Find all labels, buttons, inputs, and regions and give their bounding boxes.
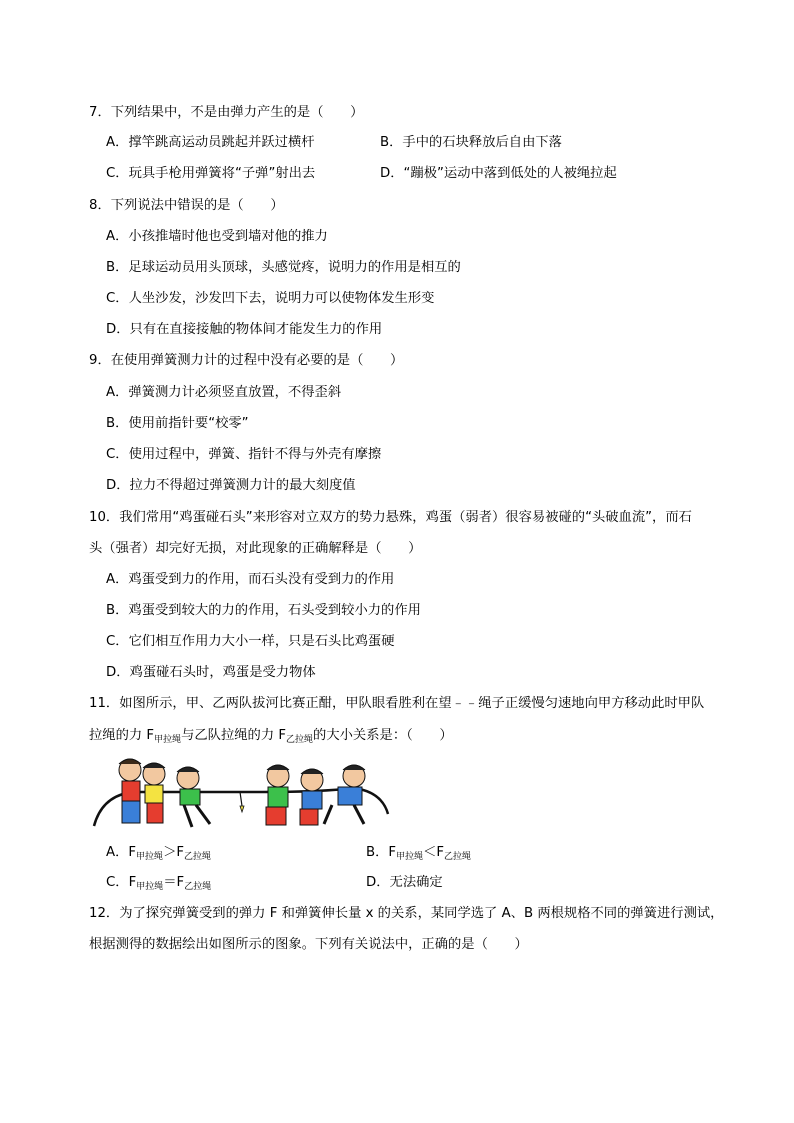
q11-option-c: C．$F_{甲拉绳}=F_{乙拉绳}$: [106, 875, 212, 892]
q9-option-d: D．拉力不得超过弹簧测力计的最大刻度值: [106, 478, 356, 493]
q9-option-a: A．弹簧测力计必须竖直放置，不得歪斜: [106, 385, 342, 400]
q8-stem: 8．下列说法中错误的是（ ）: [89, 198, 284, 213]
q9-stem: 9．在使用弹簧测力计的过程中没有必要的是（ ）: [89, 353, 404, 368]
q7-option-b: B．手中的石块释放后自由下落: [380, 135, 562, 150]
q7-option-c: C．玩具手枪用弹簧将“子弹”射出去: [106, 166, 316, 181]
q10-stem-line2: 头（强者）却完好无损，对此现象的正确解释是（ ）: [89, 541, 422, 556]
q11-option-b: B．$F_{甲拉绳}<F_{乙拉绳}$: [366, 845, 472, 862]
q12-stem-line1: 12．为了探究弹簧受到的弹力 F 和弹簧伸长量 x 的关系，某同学选了 A、B 两根规格不同的弹簧进行测试，: [89, 906, 724, 921]
subscript-yi: 乙拉绳: [286, 735, 314, 745]
q8-option-c: C．人坐沙发，沙发凹下去，说明力可以使物体发生形变: [106, 291, 435, 306]
q7-option-a: A．撑竿跳高运动员跳起并跃过横杆: [106, 135, 315, 150]
team-yi-figures: [266, 765, 365, 825]
q8-option-d: D．只有在直接接触的物体间才能发生力的作用: [106, 322, 383, 337]
q8-option-b: B．足球运动员用头顶球，头感觉疼，说明力的作用是相互的: [106, 260, 461, 275]
q11-option-a: A．$F_{甲拉绳}>F_{乙拉绳}$: [106, 845, 212, 862]
q10-option-a: A．鸡蛋受到力的作用，而石头没有受到力的作用: [106, 572, 395, 587]
q10-option-c: C．它们相互作用力大小一样，只是石头比鸡蛋硬: [106, 634, 395, 649]
tug-of-war-illustration: [92, 752, 392, 832]
q8-option-a: A．小孩推墙时他也受到墙对他的推力: [106, 229, 328, 244]
q10-option-b: B．鸡蛋受到较大的力的作用，石头受到较小力的作用: [106, 603, 421, 618]
q12-stem-line2: 根据测得的数据绘出如图所示的图象。下列有关说法中，正确的是（ ）: [89, 937, 528, 952]
subscript-jia: 甲拉绳: [154, 735, 182, 745]
q10-option-d: D．鸡蛋碰石头时，鸡蛋是受力物体: [106, 665, 316, 680]
q9-option-c: C．使用过程中，弹簧、指针不得与外壳有摩擦: [106, 447, 382, 462]
q9-option-b: B．使用前指针要“校零”: [106, 416, 249, 431]
q11-stem-line1: 11．如图所示，甲、乙两队拔河比赛正酣，甲队眼看胜利在望﹣﹣绳子正缓慢匀速地向甲方移动此时甲队: [89, 696, 705, 711]
q11-option-d: D．无法确定: [366, 875, 443, 890]
q11-stem-line2: 拉绳的力 $F_{甲拉绳}$与乙队拉绳的力 $F_{乙拉绳}$的大小关系是：（ ）: [89, 728, 453, 745]
q7-stem: 7．下列结果中，不是由弹力产生的是（ ）: [89, 105, 364, 120]
q10-stem-line1: 10．我们常用“鸡蛋碰石头”来形容对立双方的势力悬殊，鸡蛋（弱者）很容易被碰的“头破血流”，而石: [89, 510, 692, 525]
q7-option-d: D．“蹦极”运动中落到低处的人被绳拉起: [380, 166, 617, 181]
